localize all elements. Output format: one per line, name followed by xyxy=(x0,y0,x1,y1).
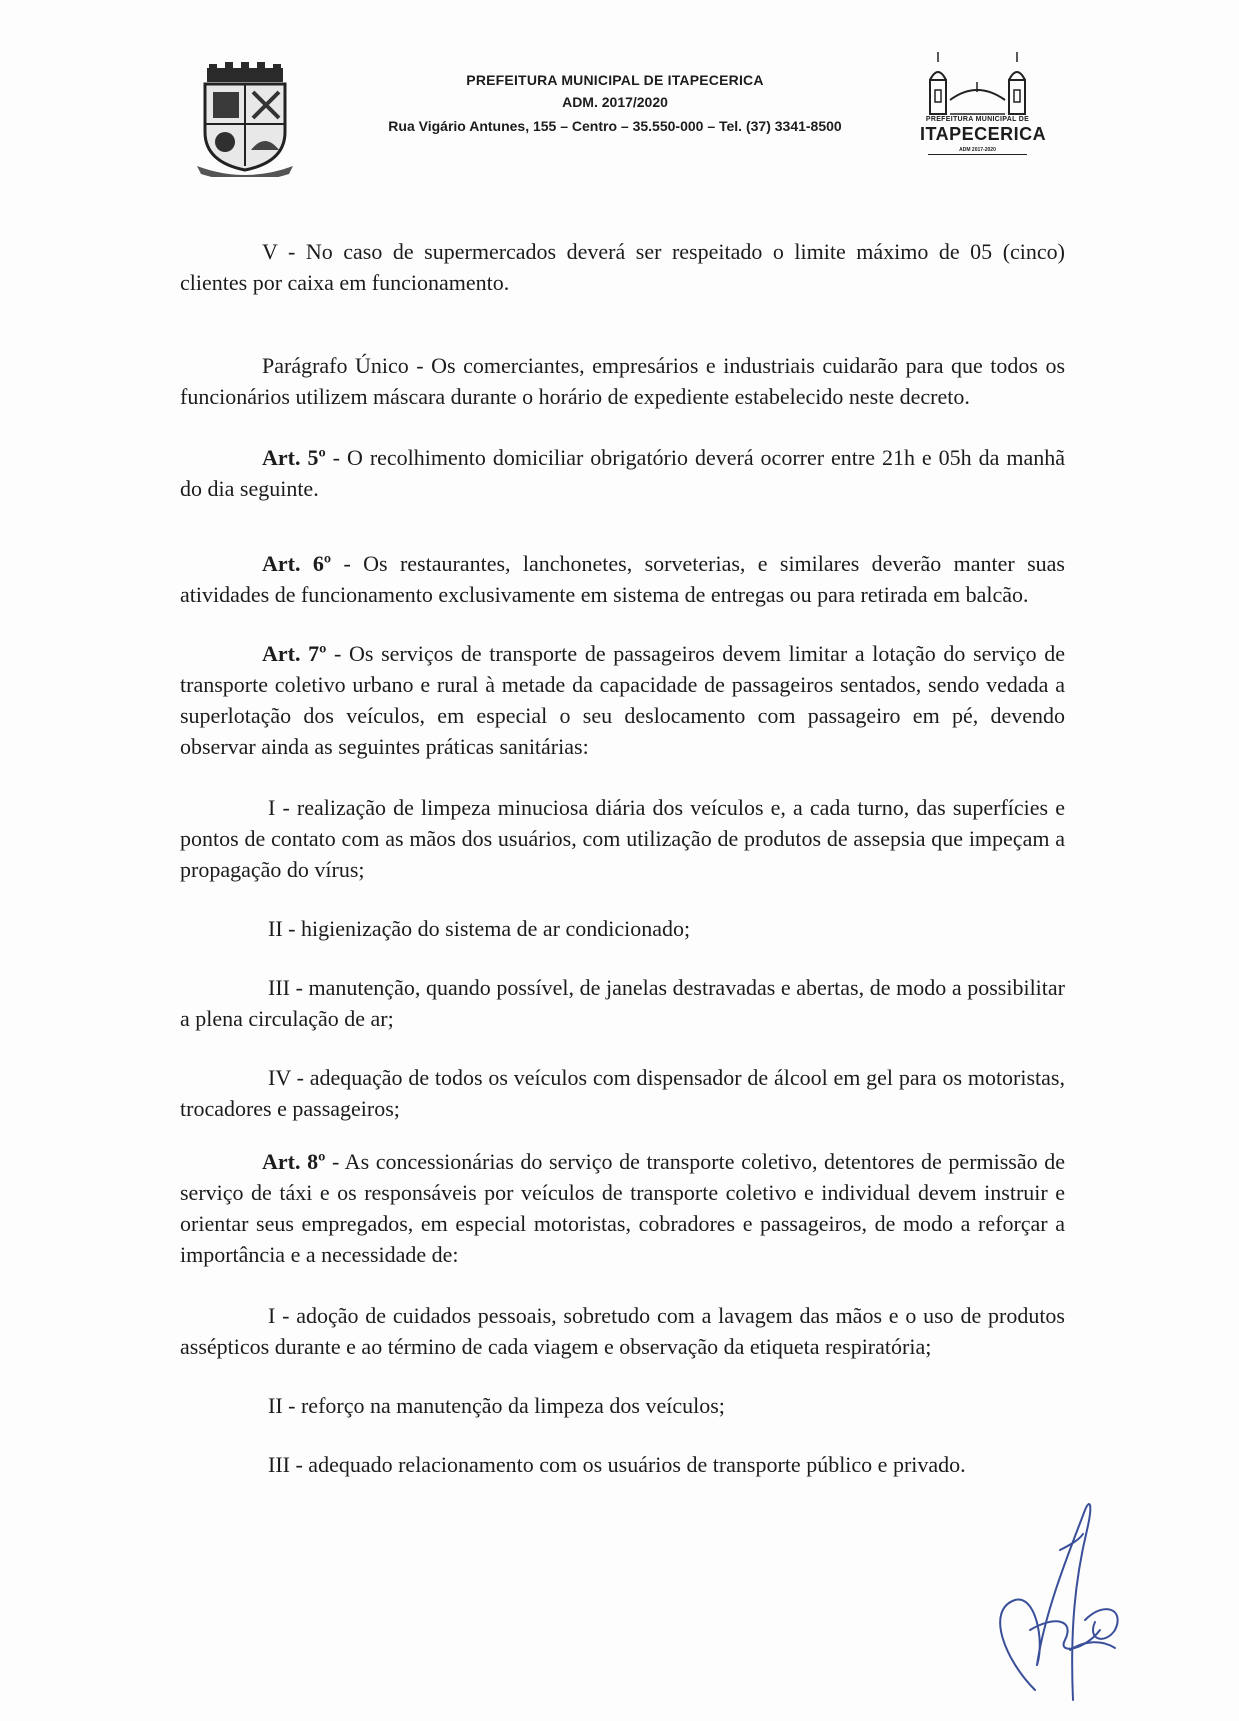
municipality-title: PREFEITURA MUNICIPAL DE ITAPECERICA xyxy=(466,72,764,88)
article-7-item-i: I - realização de limpeza minuciosa diária dos veículos e, a cada turno, das superfícies e pontos de contato com as mãos dos usuários, com utilização de produtos de assepsia que impeçam a propagação do vírus; xyxy=(180,795,1065,882)
article-8: Art. 8º - As concessionárias do serviço de transporte coletivo, detentores de permissão de serviço de táxi e os responsáveis por veículos de transporte coletivo e individual devem instruir e orientar seus empregados, em especial motoristas, cobradores e passageiros, de modo a reforçar a importância e a necessidade de: xyxy=(180,1149,1066,1267)
article-7-item-ii: II - higienização do sistema de ar condicionado; xyxy=(268,916,691,941)
logo-caption-small: PREFEITURA MUNICIPAL DE xyxy=(925,116,1030,123)
article-8-item-i: I - adoção de cuidados pessoais, sobretudo com a lavagem das mãos e o uso de produtos assépticos durante e ao término de cada viagem e observação da etiqueta respiratória; xyxy=(180,1303,1065,1359)
administration-period: ADM. 2017/2020 xyxy=(562,94,668,110)
article-8-item-iii: III - adequado relacionamento com os usuários de transporte público e privado. xyxy=(268,1452,966,1477)
paragraph-sole: Parágrafo Único - Os comerciantes, empresários e industriais cuidarão para que todos os funcionários utilizem máscara durante o horário de expediente estabelecido neste decreto. xyxy=(180,353,1065,409)
decree-body xyxy=(180,236,1065,1480)
article-number: Art. 7º xyxy=(262,641,327,666)
article-6: Art. 6º - Os restaurantes, lanchonetes, sorveterias, e similares deverão manter suas atividades de funcionamento exclusivamente em sistema de entregas ou para retirada em balcão. xyxy=(180,551,1065,607)
article-8-item-ii: II - reforço na manutenção da limpeza dos veículos; xyxy=(268,1393,725,1418)
logo-underline xyxy=(928,154,1027,155)
handwritten-signature-icon xyxy=(975,1490,1135,1710)
logo-caption-adm: ADM 2017-2020 xyxy=(959,147,996,153)
paragraph-item-v: V - No caso de supermercados deverá ser respeitado o limite máximo de 05 (cinco) clientes por caixa em funcionamento. xyxy=(180,239,1065,295)
article-7-item-iii: III - manutenção, quando possível, de janelas destravadas e abertas, de modo a possibilitar a plena circulação de ar; xyxy=(180,975,1065,1031)
article-number: Art. 5º xyxy=(262,445,326,470)
article-7: Art. 7º - Os serviços de transporte de passageiros devem limitar a lotação do serviço de transporte coletivo urbano e rural à metade da capacidade de passageiros sentados, sendo vedada a superlotação dos veículos, em especial o seu deslocamento com passageiro em pé, devendo observar ainda as seguintes práticas sanitárias: xyxy=(180,641,1065,759)
article-7-item-iv: IV - adequação de todos os veículos com dispensador de álcool em gel para os motoristas, trocadores e passageiros; xyxy=(180,1065,1065,1121)
municipality-address: Rua Vigário Antunes, 155 – Centro – 35.550-000 – Tel. (37) 3341-8500 xyxy=(388,118,842,134)
logo-caption-name: ITAPECERICA xyxy=(920,124,1047,144)
letterhead xyxy=(195,52,1045,182)
coat-of-arms-icon xyxy=(195,62,295,177)
article-number: Art. 8º xyxy=(262,1149,326,1174)
article-number: Art. 6º xyxy=(262,551,332,576)
municipal-logo xyxy=(920,52,1047,162)
church-towers-icon xyxy=(920,52,1035,116)
article-5: Art. 5º - O recolhimento domiciliar obrigatório deverá ocorrer entre 21h e 05h da manhã do dia seguinte. xyxy=(180,445,1065,501)
